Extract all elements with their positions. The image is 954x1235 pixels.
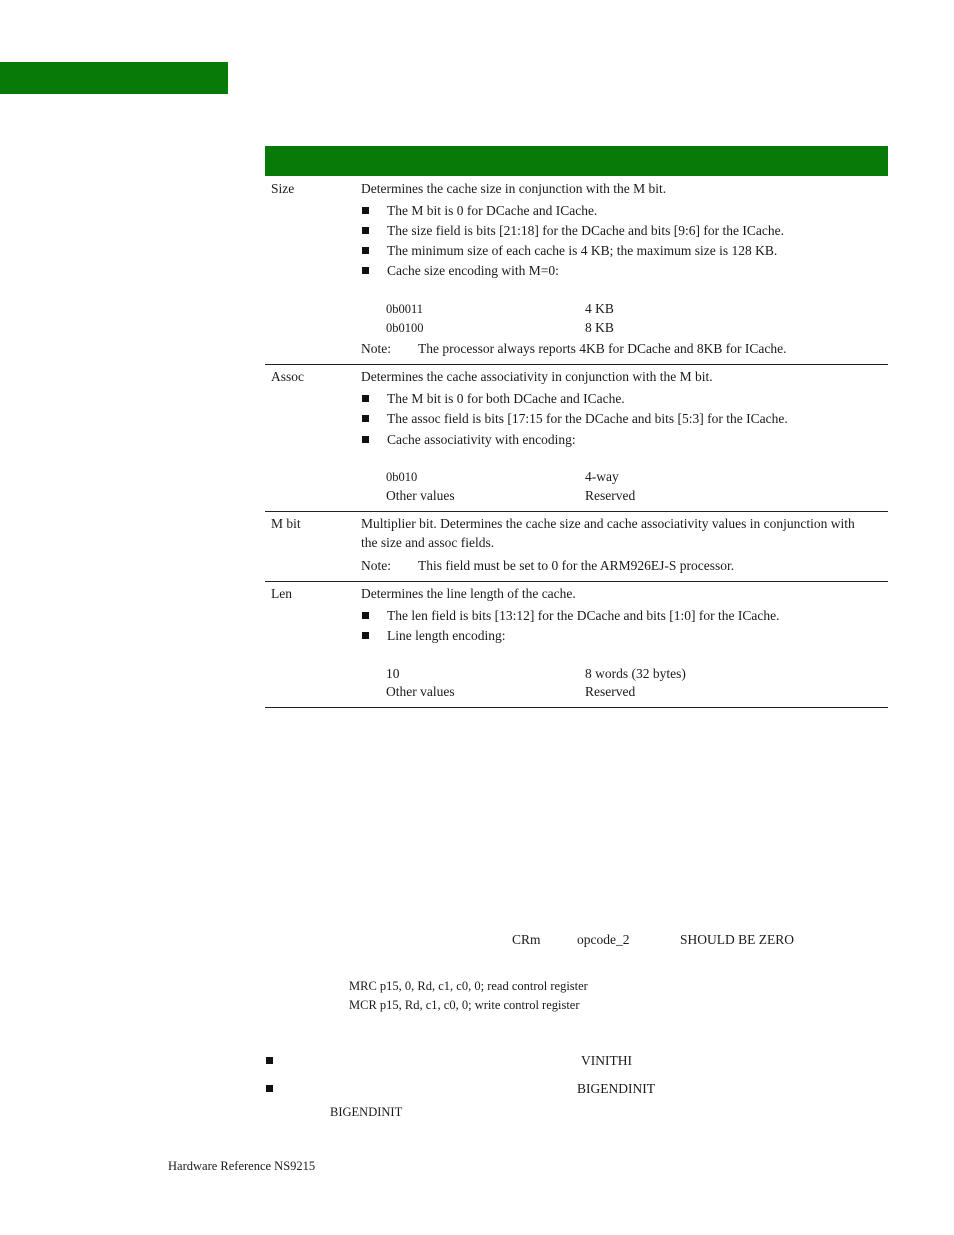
bullet-icon bbox=[362, 632, 369, 639]
assoc-bullet-2: The assoc field is bits [17:15 for the DCache and bits [5:3] for the ICache. bbox=[387, 411, 788, 426]
bullet-icon bbox=[362, 395, 369, 402]
bullet-icon bbox=[266, 1085, 273, 1092]
sbz-label: SHOULD BE ZERO bbox=[680, 932, 794, 947]
page-footer: Hardware Reference NS9215 bbox=[168, 1159, 316, 1173]
size-encoding-code: 0b0100 bbox=[386, 321, 424, 335]
row-divider bbox=[265, 511, 888, 512]
field-name-mbit: M bit bbox=[271, 516, 301, 531]
opcode2-label: opcode_2 bbox=[577, 932, 630, 947]
len-encoding-code: Other values bbox=[386, 684, 455, 699]
row-divider bbox=[265, 364, 888, 365]
size-bullet-2: The size field is bits [21:18] for the DCache and bits [9:6] for the ICache. bbox=[387, 223, 785, 238]
len-bullet-1: The len field is bits [13:12] for the DCache and bits [1:0] for the ICache. bbox=[387, 608, 780, 623]
bullet-icon bbox=[362, 247, 369, 254]
size-encoding-value: 8 KB bbox=[585, 320, 614, 335]
table-header bbox=[265, 146, 888, 176]
code-line-write: MCR p15, Rd, c1, c0, 0; write control register bbox=[349, 998, 580, 1012]
size-bullet-1: The M bit is 0 for DCache and ICache. bbox=[387, 203, 598, 218]
bigendinit-label: BIGENDINIT bbox=[577, 1081, 655, 1096]
code-line-read: MRC p15, 0, Rd, c1, c0, 0; read control register bbox=[349, 979, 588, 993]
row-divider bbox=[265, 581, 888, 582]
vinithi-label: VINITHI bbox=[581, 1053, 632, 1068]
assoc-encoding-code: 0b010 bbox=[386, 470, 418, 484]
size-note-text: The processor always reports 4KB for DCache and 8KB for ICache. bbox=[418, 341, 787, 356]
crm-label: CRm bbox=[512, 932, 541, 947]
field-name-size: Size bbox=[271, 181, 295, 196]
bullet-icon bbox=[362, 207, 369, 214]
size-encoding-code: 0b0011 bbox=[386, 302, 424, 316]
mbit-description-line1: Multiplier bit. Determines the cache size and cache associativity values in conjunction with bbox=[361, 516, 855, 531]
mbit-note-text: This field must be set to 0 for the ARM926EJ-S processor. bbox=[418, 558, 735, 573]
len-encoding-value: Reserved bbox=[585, 684, 636, 699]
len-description: Determines the line length of the cache. bbox=[361, 586, 576, 601]
assoc-encoding-code: Other values bbox=[386, 488, 455, 503]
len-encoding-code: 10 bbox=[386, 666, 400, 681]
size-description: Determines the cache size in conjunction with the M bit. bbox=[361, 181, 667, 196]
size-bullet-4: Cache size encoding with M=0: bbox=[387, 263, 559, 278]
size-bullet-3: The minimum size of each cache is 4 KB; the maximum size is 128 KB. bbox=[387, 243, 778, 258]
assoc-bullet-1: The M bit is 0 for both DCache and ICache. bbox=[387, 391, 625, 406]
mbit-description-line2: the size and assoc fields. bbox=[361, 535, 495, 550]
field-name-len: Len bbox=[271, 586, 292, 601]
bullet-icon bbox=[362, 612, 369, 619]
assoc-encoding-value: 4-way bbox=[585, 469, 619, 484]
len-bullet-2: Line length encoding: bbox=[387, 628, 506, 643]
assoc-bullet-3: Cache associativity with encoding: bbox=[387, 432, 576, 447]
bullet-icon bbox=[362, 267, 369, 274]
assoc-description: Determines the cache associativity in conjunction with the M bit. bbox=[361, 369, 713, 384]
field-name-assoc: Assoc bbox=[271, 369, 304, 384]
mbit-note-label: Note: bbox=[361, 558, 391, 573]
bigendinit-continuation: BIGENDINIT bbox=[330, 1105, 403, 1119]
bullet-icon bbox=[362, 436, 369, 443]
bullet-icon bbox=[362, 227, 369, 234]
len-encoding-value: 8 words (32 bytes) bbox=[585, 666, 686, 681]
bullet-icon bbox=[362, 415, 369, 422]
assoc-encoding-value: Reserved bbox=[585, 488, 636, 503]
bullet-icon bbox=[266, 1057, 273, 1064]
table-bottom-rule bbox=[265, 707, 888, 708]
chapter-tab bbox=[0, 62, 228, 94]
size-note-label: Note: bbox=[361, 341, 391, 356]
size-encoding-value: 4 KB bbox=[585, 301, 614, 316]
